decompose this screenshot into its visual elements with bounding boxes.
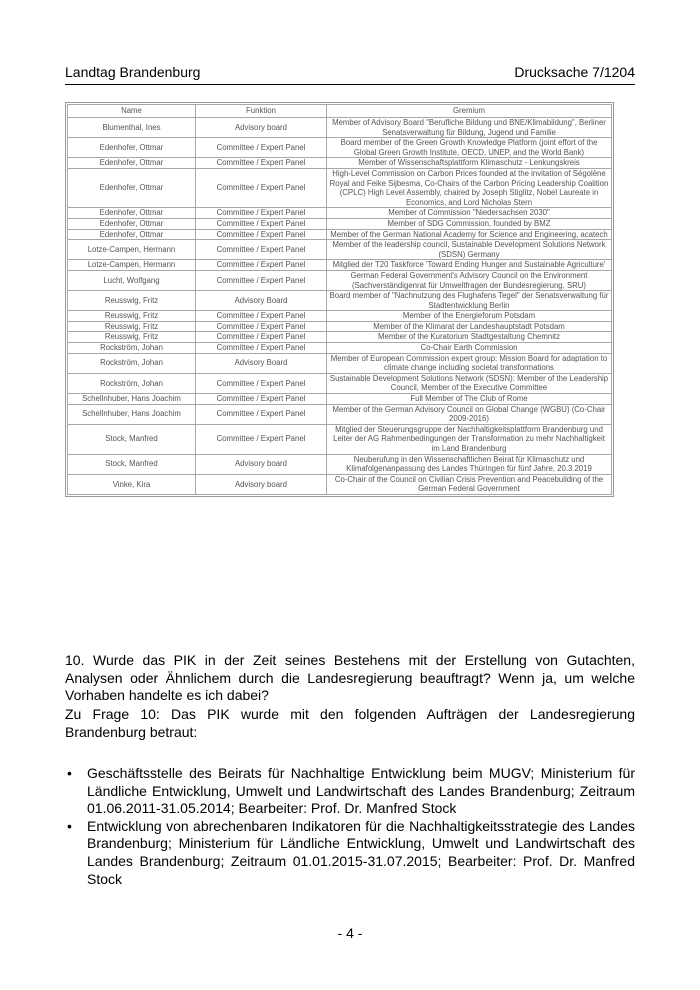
cell-funktion: Committee / Expert Panel [196, 343, 327, 354]
cell-name: Blumenthal, Ines [68, 118, 196, 138]
table-row [68, 332, 612, 343]
cell-gremium: Member of Commission "Niedersachsen 2030" [327, 208, 612, 219]
table-row [68, 270, 612, 290]
header-right: Drucksache 7/1204 [514, 64, 635, 80]
cell-funktion: Committee / Expert Panel [196, 270, 327, 290]
table-header-row [68, 105, 612, 118]
page-header [65, 64, 635, 85]
cell-name: Reusswig, Fritz [68, 332, 196, 343]
table-row [68, 343, 612, 354]
cell-funktion: Committee / Expert Panel [196, 424, 327, 454]
cell-funktion: Advisory Board [196, 291, 327, 311]
cell-funktion: Committee / Expert Panel [196, 311, 327, 322]
cell-gremium: Member of Wissenschaftsplattform Klimaschutz - Lenkungskreis [327, 158, 612, 169]
table-row [68, 474, 612, 494]
cell-gremium: Member of the Energieforum Potsdam [327, 311, 612, 322]
cell-name: Edenhofer, Ottmar [68, 218, 196, 229]
table-row [68, 424, 612, 454]
list-item: • Entwicklung von abrechenbaren Indikatoren für die Nachhaltigkeitsstrategie des Landes Brandenburg; Ministerium für Ländliche Entwicklung, Umwelt und Landwirtschaft des Landes Brandenburg; Zeitraum 01.01.2015-31.07.2015; Bearbeiter: Prof. Dr. Manfred Stock [87, 818, 635, 888]
cell-name: Lotze-Campen, Hermann [68, 240, 196, 260]
cell-name: Lotze-Campen, Hermann [68, 260, 196, 271]
column-header-name: Name [68, 105, 196, 118]
table-row [68, 168, 612, 207]
table-row [68, 260, 612, 271]
table-row [68, 291, 612, 311]
cell-name: Edenhofer, Ottmar [68, 229, 196, 240]
cell-name: Edenhofer, Ottmar [68, 158, 196, 169]
cell-funktion: Committee / Expert Panel [196, 229, 327, 240]
cell-gremium: Member of the leadership council, Sustainable Development Solutions Network (SDSN) Germany [327, 240, 612, 260]
cell-name: Lucht, Wolfgang [68, 270, 196, 290]
cell-gremium: Sustainable Development Solutions Network (SDSN): Member of the Leadership Council, Member of the Executive Committee [327, 373, 612, 393]
cell-funktion: Committee / Expert Panel [196, 394, 327, 405]
cell-name: Rockström, Johan [68, 343, 196, 354]
cell-gremium: Full Member of The Club of Rome [327, 394, 612, 405]
membership-table-frame [65, 102, 614, 497]
cell-gremium: Member of the Klimarat der Landeshauptstadt Potsdam [327, 321, 612, 332]
cell-gremium: Member of SDG Commission, founded by BMZ [327, 218, 612, 229]
table-row [68, 321, 612, 332]
table-row [68, 229, 612, 240]
answer-bullet-list [65, 765, 635, 888]
cell-gremium: High-Level Commission on Carbon Prices founded at the invitation of Ségolène Royal and Feike Sijbesma, Co-Chairs of the Carbon Pricing Leadership Coalition (CPLC) High Level Assembly, chaired by Joseph Stiglitz, Nobel Laureate in Economics, and Lord Nicholas Stern [327, 168, 612, 207]
cell-funktion: Committee / Expert Panel [196, 373, 327, 393]
table-row [68, 118, 612, 138]
cell-funktion: Advisory Board [196, 353, 327, 373]
cell-funktion: Committee / Expert Panel [196, 404, 327, 424]
cell-funktion: Committee / Expert Panel [196, 168, 327, 207]
page-number: - 4 - [337, 925, 363, 941]
table-row [68, 394, 612, 405]
cell-funktion: Committee / Expert Panel [196, 158, 327, 169]
table-row [68, 158, 612, 169]
cell-gremium: Co-Chair of the Council on Civilian Crisis Prevention and Peacebuilding of the German Federal Government [327, 474, 612, 494]
cell-gremium: Co-Chair Earth Commission [327, 343, 612, 354]
cell-gremium: Board member of the Green Growth Knowledge Platform (joint effort of the Global Green Growth Institute, OECD, UNEP, and the World Bank) [327, 138, 612, 158]
cell-name: Stock, Manfred [68, 424, 196, 454]
table-row [68, 373, 612, 393]
table-row [68, 454, 612, 474]
table-row [68, 208, 612, 219]
cell-funktion: Committee / Expert Panel [196, 332, 327, 343]
cell-name: Schellnhuber, Hans Joachim [68, 394, 196, 405]
cell-gremium: Member of European Commission expert group: Mission Board for adaptation to climate change including societal transformations [327, 353, 612, 373]
table-body [68, 118, 612, 495]
cell-name: Vinke, Kira [68, 474, 196, 494]
membership-table [67, 104, 612, 495]
cell-funktion: Advisory board [196, 118, 327, 138]
header-left: Landtag Brandenburg [65, 64, 201, 80]
cell-name: Reusswig, Fritz [68, 291, 196, 311]
table-row [68, 404, 612, 424]
column-header-funktion: Funktion [196, 105, 327, 118]
cell-name: Stock, Manfred [68, 454, 196, 474]
cell-gremium: Mitglied der Steuerungsgruppe der Nachhaltigkeitsplattform Brandenburg und Leiter der AG Rahmenbedingungen der Transformation zu mehr Nachhaltigkeit im Land Brandenburg [327, 424, 612, 454]
answer-intro: Zu Frage 10: Das PIK wurde mit den folgenden Aufträgen der Landesregierung Brandenburg betraut: [65, 706, 635, 740]
table-row [68, 311, 612, 322]
list-item: • Geschäftsstelle des Beirats für Nachhaltige Entwicklung beim MUGV; Ministerium für Ländliche Entwicklung, Umwelt und Landwirtschaft des Landes Brandenburg; Zeitraum 01.06.2011-31.05.2014; Bearbeiter: Prof. Dr. Manfred Stock [87, 765, 635, 818]
cell-funktion: Committee / Expert Panel [196, 218, 327, 229]
table-row [68, 353, 612, 373]
cell-funktion: Committee / Expert Panel [196, 138, 327, 158]
table-row [68, 138, 612, 158]
cell-gremium: Member of the German Advisory Council on Global Change (WGBU) (Co-Chair 2009-2016) [327, 404, 612, 424]
cell-gremium: German Federal Government's Advisory Council on the Environment (Sachverständigenrat für Umweltfragen der Bundesregierung, SRU) [327, 270, 612, 290]
cell-name: Rockström, Johan [68, 353, 196, 373]
cell-funktion: Advisory board [196, 474, 327, 494]
cell-name: Reusswig, Fritz [68, 311, 196, 322]
table-row [68, 240, 612, 260]
column-header-gremium: Gremium [327, 105, 612, 118]
cell-funktion: Committee / Expert Panel [196, 260, 327, 271]
question-10: 10. Wurde das PIK in der Zeit seines Bestehens mit der Erstellung von Gutachten, Analysen oder Ähnlichem durch die Landesregierung beauftragt? Wenn ja, um welche Vorhaben handelte es ich dabei? [65, 652, 635, 704]
cell-name: Edenhofer, Ottmar [68, 138, 196, 158]
cell-funktion: Committee / Expert Panel [196, 321, 327, 332]
cell-gremium: Member of the Kuratorium Stadtgestaltung Chemnitz [327, 332, 612, 343]
cell-gremium: Member of Advisory Board "Berufliche Bildung und BNE/Klimabildung", Berliner Senatsverwaltung für Bildung, Jugend und Familie [327, 118, 612, 138]
cell-funktion: Committee / Expert Panel [196, 208, 327, 219]
cell-name: Edenhofer, Ottmar [68, 208, 196, 219]
cell-gremium: Member of the German National Academy for Science and Engineering, acatech [327, 229, 612, 240]
cell-name: Edenhofer, Ottmar [68, 168, 196, 207]
table-row [68, 218, 612, 229]
cell-name: Reusswig, Fritz [68, 321, 196, 332]
cell-name: Rockström, Johan [68, 373, 196, 393]
cell-gremium: Mitglied der T20 Taskforce 'Toward Ending Hunger and Sustainable Agriculture' [327, 260, 612, 271]
cell-funktion: Advisory board [196, 454, 327, 474]
cell-funktion: Committee / Expert Panel [196, 240, 327, 260]
cell-gremium: Neuberufung in den Wissenschaftlichen Beirat für Klimaschutz und Klimafolgenanpassung des Landes Thüringen für fünf Jahre, 20.3.2019 [327, 454, 612, 474]
cell-gremium: Board member of "Nachnutzung des Flughafens Tegel" der Senatsverwaltung für Stadtentwicklung Berlin [327, 291, 612, 311]
cell-name: Schellnhuber, Hans Joachim [68, 404, 196, 424]
